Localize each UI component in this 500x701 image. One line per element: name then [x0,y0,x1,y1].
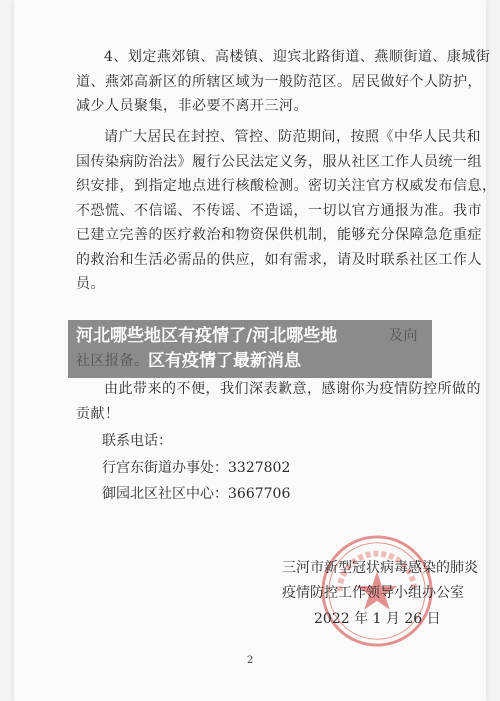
signature-org-line-2: 疫情防控工作领导小组办公室 [282,585,464,601]
text-line: 员。 [76,276,105,292]
text-line: 织安排，到指定地点进行核酸检测。密切关注官方权威发布信息， [76,178,497,194]
headline-line-2: 区有疫情了最新消息 [148,351,301,371]
text-line: 道、燕郊高新区的所辖区域为一般防范区。居民做好个人防护， [76,73,482,90]
text-line: 请广大居民在封控、管控、防范期间，按照《中华人民共和 [104,129,481,145]
headline-banner [68,320,432,378]
text-line: 贡献！ [76,405,120,422]
text-line: 国传染病防治法》履行公民法定义务，服从社区工作人员统一组 [76,153,482,170]
text-line: 减少人员聚集，非必要不离开三河。 [76,98,308,114]
contact-phone-2: 御园北区社区中心：3667706 [102,486,291,502]
signature-date: 2022 年 1 月 26 日 [314,611,441,627]
page-number: 2 [246,655,254,666]
paragraph-apology [76,377,481,426]
headline-title [76,324,426,374]
text-line: 4、划定燕郊镇、高楼镇、迎宾北路街道、燕顺街道、康城街 [104,49,491,65]
text-line: 由此带来的不便，我们深表歉意，感谢你为疫情防控所做的 [104,381,481,397]
text-line: 已建立完善的医疗救治和物资保供机制，能够充分保障急危重症 [76,227,482,243]
text-line: 不恐慌、不信谣、不传谣、不造谣，一切以官方通报为准。我市 [76,202,482,219]
paragraph-instructions [76,125,497,297]
headline-line-1: 河北哪些地区有疫情了/河北哪些地 [76,326,338,346]
contact-phone-1: 行宫东街道办事处：3327802 [102,460,291,476]
contact-title: 联系电话： [102,433,172,449]
signature-org-line-1: 三河市新型冠状病毒感染的肺炎 [282,560,478,576]
paragraph-4 [76,45,491,119]
text-line: 的救治和生活必需品的供应，如有需求，请及时联系社区工作人 [76,251,482,268]
